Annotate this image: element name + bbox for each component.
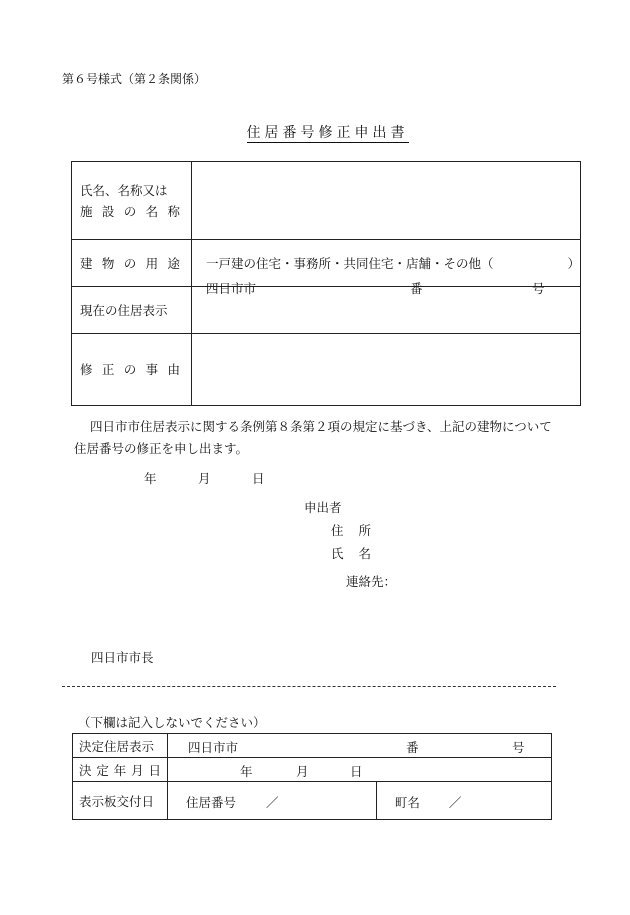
usage-other-close: ）	[567, 256, 580, 271]
address-ban: 番	[410, 281, 423, 296]
applicant-address-label: 住 所	[331, 523, 372, 538]
reason-field[interactable]	[192, 334, 581, 406]
reason-row	[72, 334, 581, 406]
applicant-heading: 申出者	[304, 500, 342, 515]
name-field[interactable]	[192, 162, 581, 240]
addressee: 四日市市長	[91, 650, 154, 665]
decided-address-label: 決定住居表示	[73, 734, 168, 758]
address-row	[72, 287, 581, 334]
name-label: 氏名、名称又は 施 設 の 名 称	[72, 162, 192, 240]
form-number: 第６号様式（第２条関係）	[62, 72, 207, 86]
statement: 四日市市住居表示に関する条例第８条第２項の規定に基づき、上記の建物について 住居番号の修正を申し出ます。	[74, 419, 552, 456]
plate-house-number-field: 住居番号 ／	[168, 782, 377, 820]
date-month: 月	[198, 471, 211, 486]
usage-label: 建 物 の 用 途	[72, 240, 192, 287]
plate-label: 表示板交付日	[73, 782, 168, 820]
date-day: 日	[252, 471, 265, 486]
name-row	[72, 162, 581, 240]
decided-address-field: 四日市市 番 号	[168, 734, 552, 758]
decided-date-field: 年 月 日	[168, 758, 552, 782]
address-city: 四日市市	[206, 281, 257, 296]
address-label: 現在の住居表示	[72, 287, 192, 334]
applicant-contact-label: 連絡先：	[346, 574, 397, 589]
usage-row	[72, 240, 581, 287]
decided-address-row	[73, 734, 552, 758]
address-go: 号	[532, 281, 545, 296]
decided-date-label: 決 定 年 月 日	[73, 758, 168, 782]
address-field[interactable]	[192, 281, 581, 334]
office-table	[72, 733, 552, 820]
document-title: 住居番号修正申出書	[246, 125, 409, 141]
application-table	[71, 161, 581, 406]
plate-town-field: 町名 ／	[376, 782, 551, 820]
decided-date-row	[73, 758, 552, 782]
usage-options: 一戸建の住宅・事務所・共同住宅・店舗・その他（	[206, 256, 494, 271]
office-note: （下欄は記入しないでください）	[78, 715, 266, 730]
reason-label: 修 正 の 事 由	[72, 334, 192, 406]
plate-row	[73, 782, 552, 820]
cut-line	[62, 686, 556, 687]
date-year: 年	[144, 471, 157, 486]
applicant-name-label: 氏 名	[331, 546, 372, 561]
